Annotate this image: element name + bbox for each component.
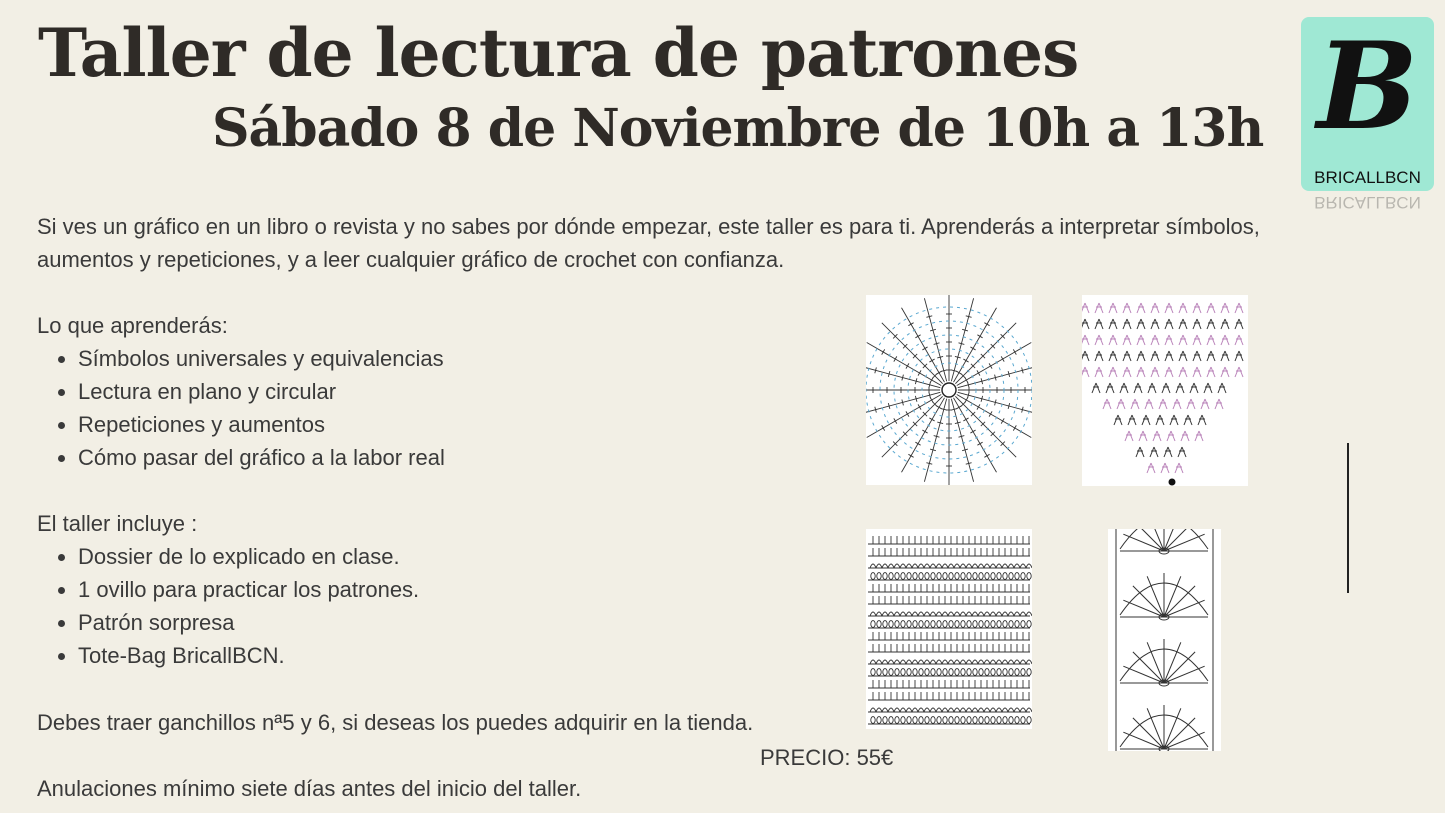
rows-crochet-chart-image — [866, 529, 1032, 729]
list-item: • Repeticiones y aumentos — [78, 408, 445, 441]
page-subtitle: Sábado 8 de Noviembre de 10h a 13h — [212, 98, 1264, 159]
list-item: • Dossier de lo explicado en clase. — [78, 540, 419, 573]
list-item: • 1 ovillo para practicar los patrones. — [78, 573, 419, 606]
intro-paragraph: Si ves un gráfico en un libro o revista y no sabes por dónde empezar, este taller es para ti. Aprenderás a interpretar símbolos, aumentos y repeticiones, y a leer cualquier gráfico de crochet con confianza. — [37, 214, 1260, 272]
list-item: • Tote-Bag BricallBCN. — [78, 639, 419, 672]
includes-heading: El taller incluye : — [37, 511, 198, 536]
price-label: PRECIO: 55€ — [760, 745, 894, 770]
includes-list — [37, 540, 419, 672]
circular-crochet-chart-image — [866, 295, 1032, 485]
list-item: • Cómo pasar del gráfico a la labor real — [78, 441, 445, 474]
cancel-note: Anulaciones mínimo siete días antes del inicio del taller. — [37, 776, 582, 801]
vertical-divider — [1347, 443, 1349, 593]
logo-name: BRICALLBCN — [1314, 168, 1421, 187]
triangle-crochet-chart-image — [1082, 295, 1248, 486]
hooks-note: Debes traer ganchillos nª5 y 6, si deseas los puedes adquirir en la tienda. — [37, 710, 754, 735]
logo-monogram: B — [1316, 16, 1419, 157]
brand-logo — [1301, 17, 1434, 191]
learn-list — [37, 342, 445, 474]
list-item: • Lectura en plano y circular — [78, 375, 445, 408]
list-item: • Símbolos universales y equivalencias — [78, 342, 445, 375]
learn-heading: Lo que aprenderás: — [37, 313, 228, 338]
page-title: Taller de lectura de patrones — [38, 14, 1079, 92]
shell-crochet-chart-image — [1108, 529, 1221, 751]
list-item: • Patrón sorpresa — [78, 606, 419, 639]
logo-reflection: BRICALLBCN — [1314, 193, 1421, 212]
